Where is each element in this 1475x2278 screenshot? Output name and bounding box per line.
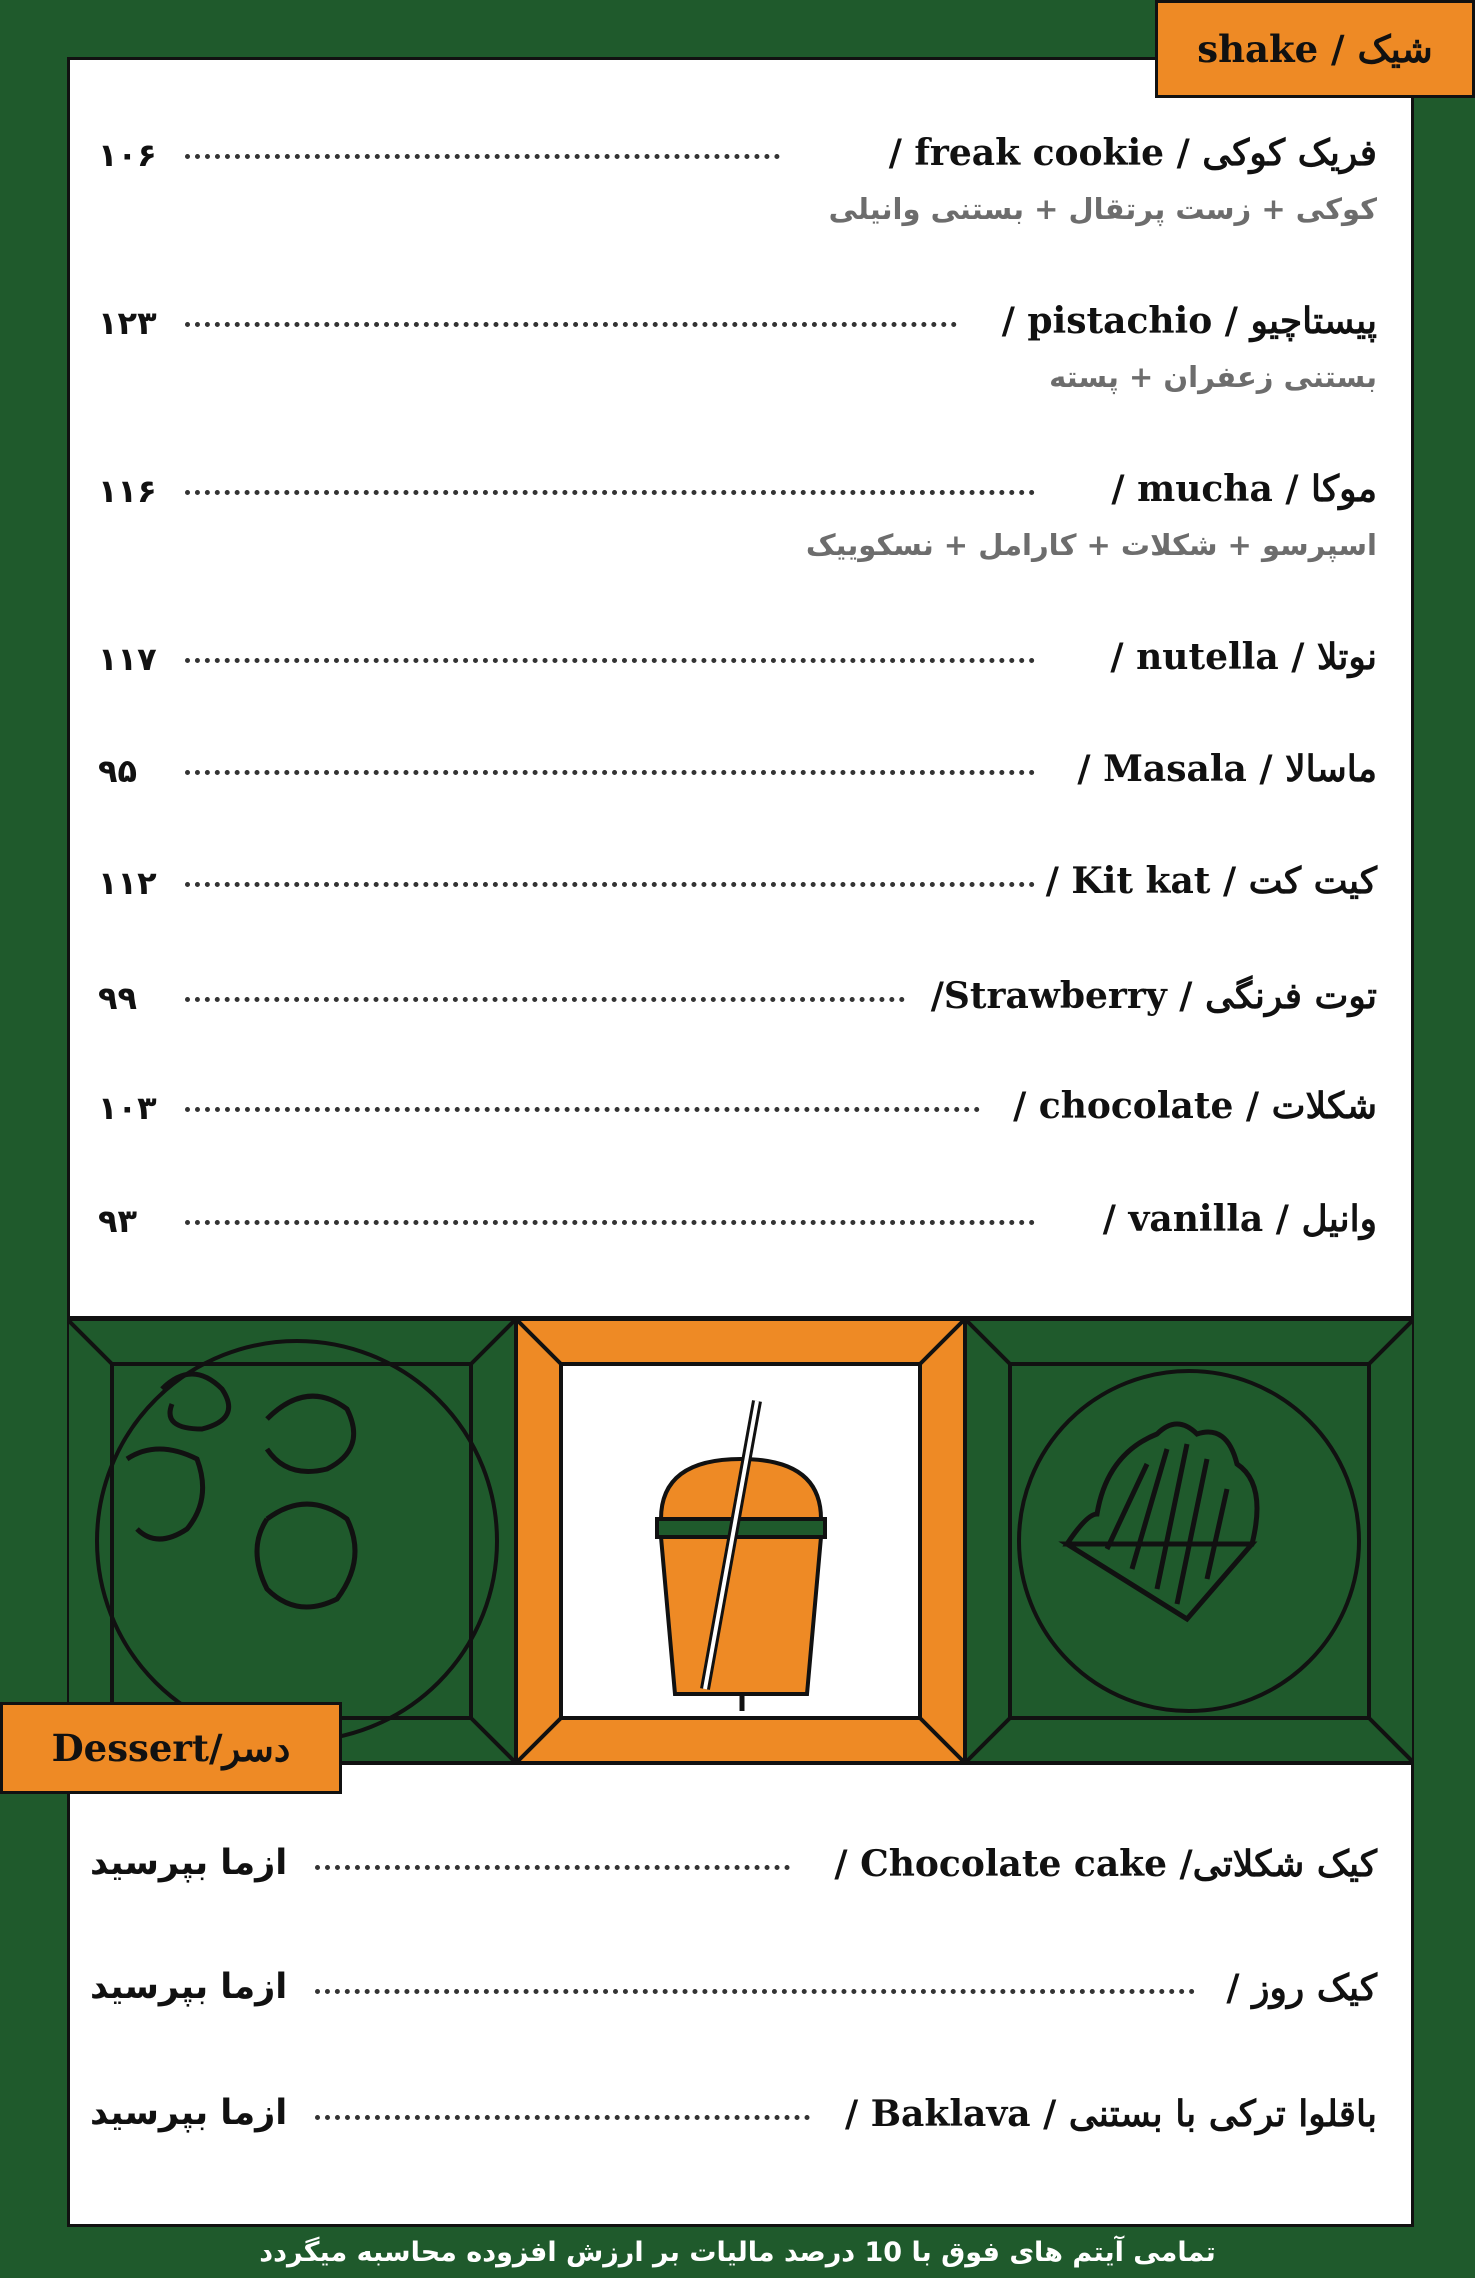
dot-leader (185, 322, 957, 327)
menu-item (70, 636, 1411, 696)
tax-note: تمامی آیتم های فوق با 10 درصد مالیات بر ارزش افزوده محاسبه میگردد (259, 2237, 1216, 2268)
menu-item (70, 468, 1411, 562)
item-price: ۹۹ (98, 979, 138, 1017)
item-price: ۱۰۳ (98, 1089, 157, 1127)
item-price: ۹۳ (98, 1202, 138, 1240)
dessert-menu-panel (67, 1762, 1414, 2227)
sandwich-icon (965, 1319, 1414, 1763)
pastry-icon (67, 1319, 516, 1763)
item-name: موکا / mucha / (1111, 468, 1377, 510)
milkshake-cup-icon (516, 1319, 965, 1763)
dot-leader (185, 770, 1035, 775)
dot-leader (315, 2115, 810, 2120)
item-price: ۹۵ (98, 752, 138, 790)
illustration-strip (67, 1319, 1414, 1763)
item-name: ماسالا / Masala / (1077, 748, 1377, 790)
menu-item (70, 132, 1411, 226)
dot-leader (185, 490, 1035, 495)
item-description: بستنی زعفران + پسته (1049, 360, 1377, 394)
item-description: کوکی + زست پرتقال + بستنی وانیلی (828, 192, 1377, 226)
item-price: ۱۱۶ (98, 472, 157, 510)
dot-leader (185, 658, 1035, 663)
menu-item (70, 300, 1411, 394)
menu-item (70, 2093, 1411, 2153)
item-name: توت فرنگی / Strawberry/ (930, 975, 1377, 1017)
menu-item (70, 860, 1411, 920)
dot-leader (315, 1989, 1195, 1994)
menu-item (70, 1198, 1411, 1258)
dessert-section-tag: Dessert/دسر (0, 1702, 342, 1794)
item-name: کیک روز / (1226, 1967, 1377, 2009)
dot-leader (185, 997, 905, 1002)
item-price: ازما بپرسید (90, 2093, 288, 2133)
item-price: ۱۱۲ (98, 864, 157, 902)
menu-item (70, 748, 1411, 808)
dot-leader (185, 1220, 1035, 1225)
dot-leader (185, 154, 780, 159)
item-name: باقلوا ترکی با بستنی / Baklava / (844, 2093, 1377, 2135)
item-name: وانیل / vanilla / (1102, 1198, 1377, 1240)
dot-leader (315, 1865, 790, 1870)
item-name: نوتلا / nutella / (1110, 636, 1377, 678)
dot-leader (185, 1107, 980, 1112)
item-name: پیستاچیو / pistachio / (1001, 300, 1377, 342)
item-name: فریک کوکی / freak cookie / (888, 132, 1377, 174)
item-price: ۱۲۳ (98, 304, 157, 342)
menu-item (70, 1843, 1411, 1903)
item-price: ازما بپرسید (90, 1843, 288, 1883)
item-price: ۱۰۶ (98, 136, 157, 174)
dot-leader (185, 882, 1035, 887)
item-price: ازما بپرسید (90, 1967, 288, 2007)
menu-item (70, 975, 1411, 1035)
menu-item (70, 1967, 1411, 2027)
item-name: کیت کت / Kit kat / (1045, 860, 1377, 902)
shake-menu-panel (67, 57, 1414, 1319)
menu-item (70, 1085, 1411, 1145)
item-name: شکلات / chocolate / (1013, 1085, 1377, 1127)
item-description: اسپرسو + شکلات + کارامل + نسکوییک (805, 528, 1377, 562)
shake-section-tag: shake / شیک (1155, 0, 1475, 98)
item-name: کیک شکلاتی/ Chocolate cake / (834, 1843, 1377, 1885)
item-price: ۱۱۷ (98, 640, 157, 678)
